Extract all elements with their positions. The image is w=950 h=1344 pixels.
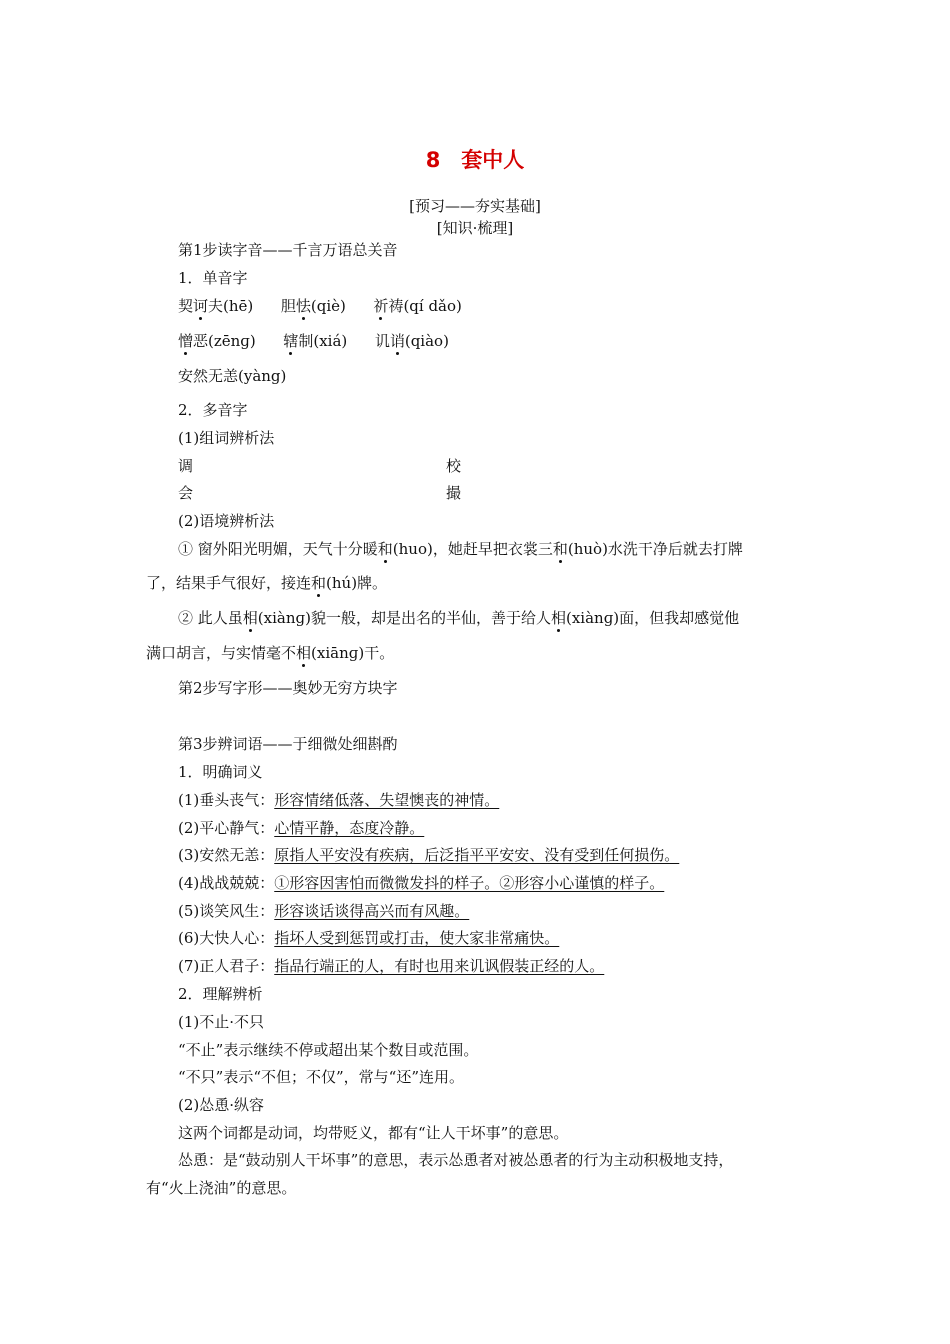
word-pair-explanation: 怂恿：是“鼓动别人干坏事”的意思，表示怂恿者对被怂恿者的行为主动积极地支持，	[178, 1151, 734, 1169]
word-pair-explanation: 这两个词都是动词，均带贬义，都有“让人干坏事”的意思。	[178, 1124, 569, 1142]
section-subheader: [知识·梳理]	[436, 219, 514, 237]
pronunciation-row-2	[178, 331, 449, 351]
pronunciation-row-3: 安然无恙(yàng)	[178, 367, 287, 385]
term-definition: (5)谈笑风生：形容谈话谈得高兴而有风趣。	[178, 902, 470, 920]
polyphone-char: 调	[178, 457, 194, 475]
context-paragraph-2-line-1: ② 此人虽相(xiànɡ)貌一般，却是出名的半仙，善于给人相(xiànɡ)面，但我却感觉他	[178, 609, 740, 627]
term-definition: (6)大快人心：指坏人受到惩罚或打击，使大家非常痛快。	[178, 929, 560, 947]
step3-heading: 第3步辨词语——于细微处细斟酌	[178, 735, 398, 753]
context-paragraph-1-line-1: ① 窗外阳光明媚，天气十分暖和(huo)，她赶早把衣裳三和(huò)水洗干净后就去打牌	[178, 540, 743, 558]
term-definition: (7)正人君子：指品行端正的人，有时也用来讥讽假装正经的人。	[178, 957, 605, 975]
pron-item: 契诃夫(hē)	[178, 297, 254, 315]
term-definition: (4)战战兢兢：①形容因害怕而微微发抖的样子。②形容小心谨慎的样子。	[178, 874, 665, 892]
word-pair-heading: (1)不止·不只	[178, 1013, 265, 1031]
term-definition: (3)安然无恙：原指人平安没有疾病，后泛指平平安安、没有受到任何损伤。	[178, 846, 680, 864]
polyphone-char: 校	[446, 457, 462, 475]
polyphone-char: 撮	[446, 484, 462, 502]
step1-heading: 第1步读字音——千言万语总关音	[178, 241, 398, 259]
word-pair-explanation: 有“火上浇油”的意思。	[146, 1179, 297, 1197]
group-method-heading: (1)组词辨析法	[178, 429, 275, 447]
context-paragraph-1-line-2: 了，结果手气很好，接连和(hú)牌。	[146, 574, 388, 592]
lesson-title: 8 套中人	[425, 148, 525, 172]
section-header: [预习——夯实基础]	[409, 197, 541, 215]
pronunciation-row-1	[178, 296, 462, 316]
pron-item: 祈祷(qí dǎo)	[373, 297, 462, 315]
pron-item: 胆怯(qiè)	[280, 297, 346, 315]
analysis-heading: 2．理解辨析	[178, 985, 263, 1003]
context-method-heading: (2)语境辨析法	[178, 512, 275, 530]
step2-heading: 第2步写字形——奥妙无穷方块字	[178, 679, 398, 697]
word-pair-explanation: “不只”表示“不但；不仅”，常与“还”连用。	[178, 1068, 465, 1086]
word-pair-explanation: “不止”表示继续不停或超出某个数目或范围。	[178, 1041, 479, 1059]
term-definition: (1)垂头丧气：形容情绪低落、失望懊丧的神情。	[178, 791, 500, 809]
pron-item: 辖制(xiá)	[283, 332, 348, 350]
word-pair-heading: (2)怂恿·纵容	[178, 1096, 265, 1114]
context-paragraph-2-line-2: 满口胡言，与实情毫不相(xiānɡ)干。	[146, 644, 395, 662]
polyphone-heading: 2．多音字	[178, 401, 248, 419]
polyphone-char: 会	[178, 484, 194, 502]
pron-item: 憎恶(zēnɡ)	[178, 332, 256, 350]
term-definition: (2)平心静气：心情平静，态度冷静。	[178, 819, 425, 837]
single-char-heading: 1．单音字	[178, 269, 248, 287]
meaning-heading: 1．明确词义	[178, 763, 263, 781]
pron-item: 讥诮(qiào)	[374, 332, 449, 350]
